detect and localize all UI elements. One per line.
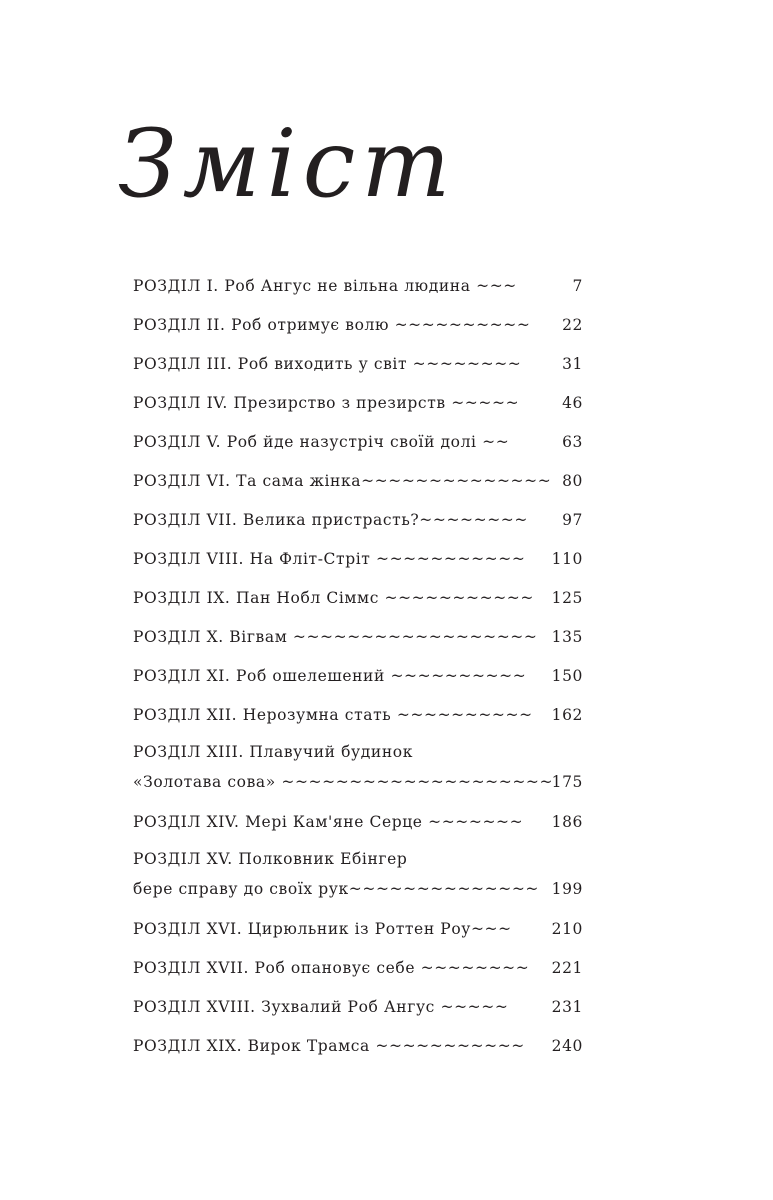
toc-page-number: 221 [551, 959, 583, 977]
toc-entry-title: РОЗДІЛ XVI. Цирюльник із Роттен Роу~~~ [133, 920, 512, 938]
toc-entry-title: РОЗДІЛ I. Роб Ангус не вільна людина ~~~ [133, 277, 517, 295]
toc-entry-title: РОЗДІЛ III. Роб виходить у світ ~~~~~~~~ [133, 355, 522, 373]
toc-entry [133, 699, 583, 738]
table-of-contents [133, 270, 583, 1069]
toc-page-number: 231 [551, 998, 583, 1016]
toc-entry [133, 1030, 583, 1069]
toc-entry [133, 426, 583, 465]
toc-entry [133, 543, 583, 582]
toc-entry-title: РОЗДІЛ XIV. Мері Кам'яне Серце ~~~~~~~ [133, 813, 524, 831]
toc-entry-title: РОЗДІЛ XVIII. Зухвалий Роб Ангус ~~~~~ [133, 998, 509, 1016]
toc-entry-title: РОЗДІЛ XVII. Роб опановує себе ~~~~~~~~ [133, 959, 530, 977]
toc-entry-title: РОЗДІЛ VIII. На Фліт-Стріт ~~~~~~~~~~~ [133, 550, 526, 568]
toc-entry-title: РОЗДІЛ II. Роб отримує волю ~~~~~~~~~~ [133, 316, 531, 334]
toc-page-number: 240 [551, 1037, 583, 1055]
toc-entry [133, 806, 583, 845]
toc-page-number: 150 [551, 667, 583, 685]
toc-entry-title: РОЗДІЛ XIX. Вирок Трамса ~~~~~~~~~~~ [133, 1037, 525, 1055]
toc-entry-title-continued: бере справу до своїх рук~~~~~~~~~~~~~~ [133, 880, 539, 898]
toc-entry [133, 952, 583, 991]
toc-entry [133, 621, 583, 660]
toc-entry [133, 270, 583, 309]
toc-entry-title: РОЗДІЛ VI. Та сама жінка~~~~~~~~~~~~~~ [133, 472, 552, 490]
toc-page-number: 110 [551, 550, 583, 568]
toc-entry-title: РОЗДІЛ IV. Презирство з презирств ~~~~~ [133, 394, 520, 412]
toc-entry [133, 660, 583, 699]
toc-entry [133, 582, 583, 621]
toc-entry-title: РОЗДІЛ XV. Полковник Ебінгер [133, 850, 408, 868]
toc-entry-title-continued: «Золотава сова» ~~~~~~~~~~~~~~~~~~~~ [133, 773, 554, 791]
toc-entry-title: РОЗДІЛ VII. Велика пристрасть?~~~~~~~~ [133, 511, 528, 529]
toc-entry [133, 738, 583, 806]
toc-entry [133, 991, 583, 1030]
toc-entry-title: РОЗДІЛ XIII. Плавучий будинок [133, 743, 413, 761]
toc-entry [133, 309, 583, 348]
toc-page-number: 175 [551, 773, 583, 791]
toc-entry-title: РОЗДІЛ V. Роб йде назустріч своїй долі ~~ [133, 433, 510, 451]
toc-page-number: 186 [551, 813, 583, 831]
toc-entry [133, 348, 583, 387]
toc-page-number: 63 [562, 433, 583, 451]
toc-entry [133, 504, 583, 543]
page-title: Зміст [118, 110, 457, 219]
toc-entry [133, 387, 583, 426]
toc-entry-title: РОЗДІЛ XII. Нерозумна стать ~~~~~~~~~~ [133, 706, 533, 724]
toc-page-number: 210 [551, 920, 583, 938]
toc-page-number: 135 [551, 628, 583, 646]
toc-entry [133, 465, 583, 504]
toc-page-number: 199 [551, 880, 583, 898]
toc-page-number: 125 [551, 589, 583, 607]
toc-page-number: 97 [562, 511, 583, 529]
toc-entry [133, 913, 583, 952]
toc-page-number: 46 [562, 394, 583, 412]
toc-page-number: 80 [562, 472, 583, 490]
toc-entry [133, 845, 583, 913]
toc-entry-title: РОЗДІЛ IX. Пан Нобл Сіммс ~~~~~~~~~~~ [133, 589, 534, 607]
toc-page-number: 31 [562, 355, 583, 373]
toc-page-number: 22 [562, 316, 583, 334]
toc-page-number: 7 [572, 277, 583, 295]
toc-entry-title: РОЗДІЛ XI. Роб ошелешений ~~~~~~~~~~ [133, 667, 527, 685]
toc-page-number: 162 [551, 706, 583, 724]
toc-entry-title: РОЗДІЛ X. Вігвам ~~~~~~~~~~~~~~~~~~ [133, 628, 538, 646]
